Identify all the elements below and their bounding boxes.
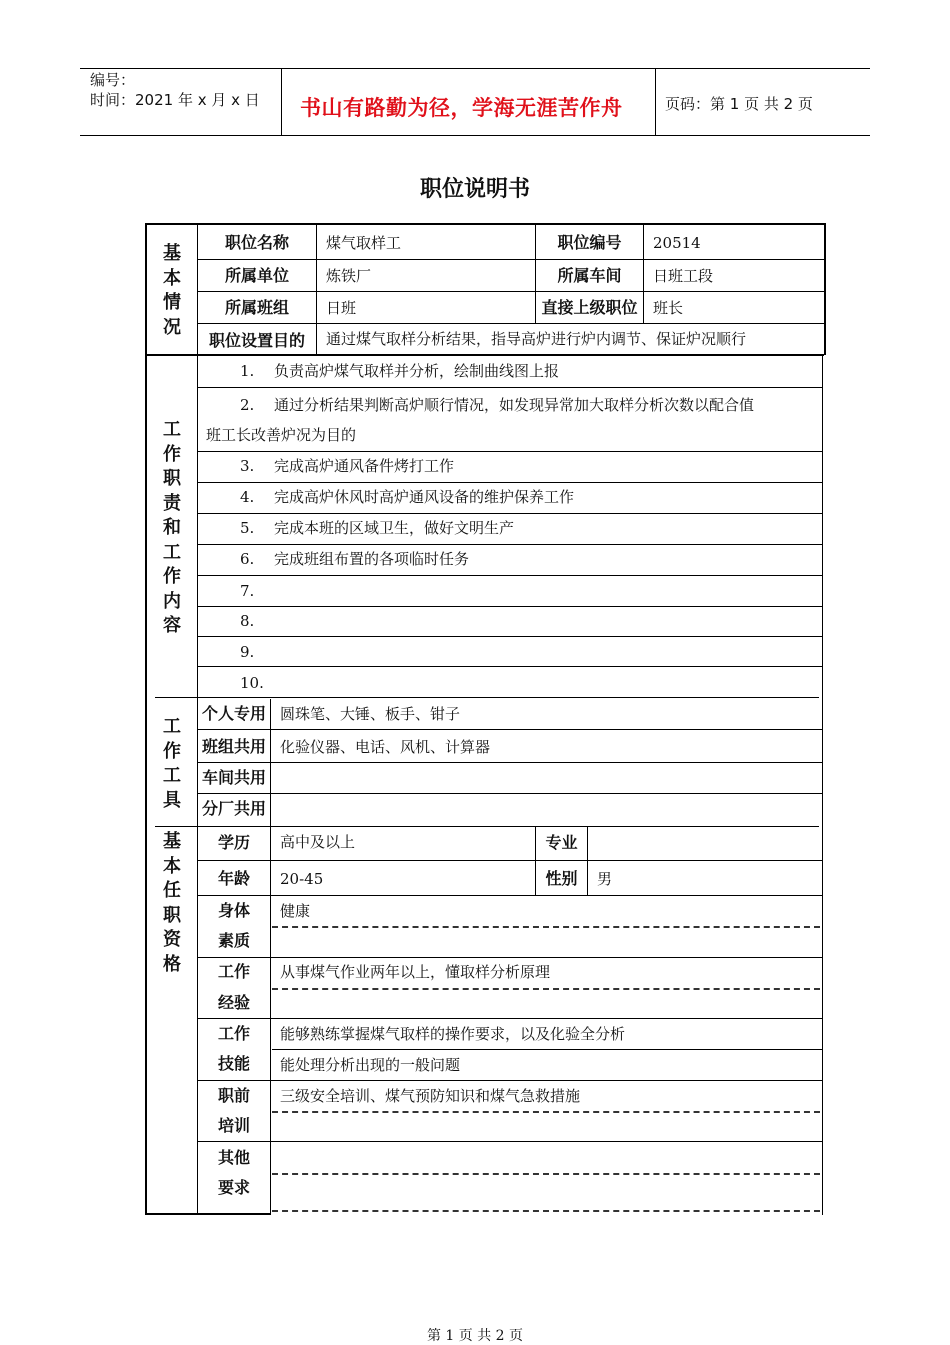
row-line — [198, 544, 822, 545]
dashed-line — [272, 988, 820, 990]
duty-item-5 — [240, 518, 514, 538]
unit-value: 炼铁厂 — [326, 267, 372, 285]
duty-item-2 — [240, 395, 754, 415]
row-line — [198, 957, 822, 958]
col-line — [316, 225, 317, 354]
dashed-line — [272, 1210, 820, 1212]
motto: 书山有路勤为径，学海无涯苦作舟 — [300, 96, 623, 120]
row-line — [198, 1080, 822, 1081]
row-line — [198, 860, 822, 861]
duty-item-1 — [240, 361, 559, 381]
row-line — [198, 387, 822, 388]
other-label-line1: 其他 — [217, 1148, 250, 1167]
row-line — [198, 513, 822, 514]
duty-number: 4. — [240, 488, 255, 506]
duty-item-3 — [240, 456, 454, 476]
gender-label: 性别 — [545, 869, 578, 888]
dashed-line — [272, 926, 820, 928]
duty-number: 6. — [240, 550, 255, 568]
education-label: 学历 — [217, 833, 250, 852]
gender-value: 男 — [597, 870, 613, 888]
row-line — [198, 259, 824, 260]
tool-value-team: 化验仪器、电话、风机、计算器 — [280, 738, 491, 756]
skill-value-line1: 能够熟练掌握煤气取样的操作要求，以及化验全分析 — [280, 1025, 626, 1043]
duty-item-9 — [240, 642, 274, 662]
experience-label-line2: 经验 — [217, 993, 250, 1012]
row-line — [198, 291, 824, 292]
duty-text: 完成班组布置的各项临时任务 — [274, 550, 470, 568]
unit-label: 所属单位 — [224, 266, 289, 285]
duty-item-10 — [240, 673, 274, 693]
position-code-label: 职位编号 — [557, 233, 622, 252]
age-label: 年龄 — [217, 869, 250, 888]
col-line — [643, 225, 644, 323]
row-line — [272, 1049, 822, 1050]
row-line — [198, 636, 822, 637]
page-title: 职位说明书 — [419, 177, 530, 202]
col-line — [270, 699, 271, 826]
skill-label-line1: 工作 — [217, 1024, 250, 1043]
training-value: 三级安全培训、煤气预防知识和煤气急救措施 — [280, 1087, 581, 1105]
row-line — [198, 575, 822, 576]
body-label-line2: 素质 — [217, 931, 250, 950]
section-label-basic: 基本情况 — [163, 243, 181, 338]
age-value: 20-45 — [280, 870, 324, 888]
dashed-line — [272, 1173, 820, 1175]
duty-text: 负责高炉煤气取样并分析，绘制曲线图上报 — [274, 362, 560, 380]
duty-item-4 — [240, 487, 574, 507]
table-left-border — [145, 223, 147, 1215]
row-line — [198, 606, 822, 607]
col-line — [587, 827, 588, 895]
row-line — [198, 451, 822, 452]
table-right-border-lower — [822, 355, 823, 1215]
row-line — [198, 729, 822, 730]
tool-value-personal: 圆珠笔、大锤、板手、钳子 — [280, 705, 461, 723]
section-separator-tools — [155, 826, 819, 827]
row-line — [198, 793, 822, 794]
body-value: 健康 — [280, 902, 311, 920]
education-value: 高中及以上 — [280, 833, 356, 851]
team-label: 所属班组 — [224, 298, 289, 317]
row-line — [198, 482, 822, 483]
duty-item-7 — [240, 581, 274, 601]
row-line — [198, 1018, 822, 1019]
position-name-label: 职位名称 — [224, 233, 289, 252]
page-footer: 第 1 页 共 2 页 — [426, 1328, 524, 1344]
header-divider-left — [281, 68, 282, 136]
experience-value: 从事煤气作业两年以上，懂取样分析原理 — [280, 963, 551, 981]
position-name-value: 煤气取样工 — [326, 234, 402, 252]
table-top-border — [145, 223, 826, 225]
table-bottom-border — [145, 1213, 270, 1215]
row-line — [198, 895, 822, 896]
duty-number: 1. — [240, 362, 255, 380]
section-label-qualifications: 基本任职资格 — [163, 831, 181, 975]
body-label-line1: 身体 — [217, 901, 250, 920]
duty-number: 9. — [240, 643, 255, 661]
tool-label-factory: 分厂共用 — [201, 799, 266, 818]
workshop-value: 日班工段 — [653, 267, 714, 285]
duty-number: 10. — [240, 674, 264, 692]
training-label-line1: 职前 — [217, 1086, 250, 1105]
training-label-line2: 培训 — [217, 1116, 250, 1135]
duty-item-2-continuation: 班工长改善炉况为目的 — [206, 426, 357, 444]
supervisor-label: 直接上级职位 — [541, 298, 638, 317]
duty-number: 8. — [240, 612, 255, 630]
duty-text: 通过分析结果判断高炉顺行情况，如发现异常加大取样分析次数以配合值 — [274, 396, 755, 414]
purpose-label: 职位设置目的 — [208, 331, 305, 350]
team-value: 日班 — [326, 299, 357, 317]
section-separator-duties — [155, 697, 819, 698]
header-bottom-rule — [80, 135, 870, 136]
skill-label-line2: 技能 — [217, 1054, 250, 1073]
section-separator-basic — [147, 354, 824, 356]
col-line — [270, 827, 271, 1215]
row-line — [198, 666, 822, 667]
duty-text: 完成本班的区域卫生，做好文明生产 — [274, 519, 515, 537]
other-label-line2: 要求 — [217, 1178, 250, 1197]
major-label: 专业 — [545, 833, 578, 852]
tool-label-team: 班组共用 — [201, 737, 266, 756]
table-right-border — [824, 223, 826, 355]
section-label-tools: 工作工具 — [163, 716, 181, 811]
supervisor-value: 班长 — [653, 299, 684, 317]
code-label: 编号： — [90, 71, 136, 89]
purpose-value: 通过煤气取样分析结果，指导高炉进行炉内调节、保证炉况顺行 — [326, 330, 747, 348]
experience-label-line1: 工作 — [217, 962, 250, 981]
dashed-line — [272, 1111, 820, 1113]
duty-number: 3. — [240, 457, 255, 475]
workshop-label: 所属车间 — [557, 266, 622, 285]
tool-label-workshop: 车间共用 — [201, 768, 266, 787]
duty-number: 5. — [240, 519, 255, 537]
position-code-value: 20514 — [653, 234, 701, 252]
row-line — [198, 323, 824, 324]
duty-text: 完成高炉休风时高炉通风设备的维护保养工作 — [274, 488, 575, 506]
duty-number: 2. — [240, 396, 255, 414]
duty-number: 7. — [240, 582, 255, 600]
page-number-label: 页码：第 1 页 共 2 页 — [665, 95, 813, 113]
header-top-rule — [80, 68, 870, 69]
duty-item-8 — [240, 611, 274, 631]
skill-value-line2: 能处理分析出现的一般问题 — [280, 1056, 461, 1074]
row-line — [198, 1141, 822, 1142]
duty-text: 完成高炉通风备件烤打工作 — [274, 457, 455, 475]
tool-label-personal: 个人专用 — [201, 704, 266, 723]
section-label-duties: 工作职责和工作内容 — [163, 419, 181, 636]
time-label: 时间：2021 年 x 月 x 日 — [90, 91, 260, 109]
header-divider-right — [655, 68, 656, 136]
duty-item-6 — [240, 549, 469, 569]
row-line — [198, 762, 822, 763]
